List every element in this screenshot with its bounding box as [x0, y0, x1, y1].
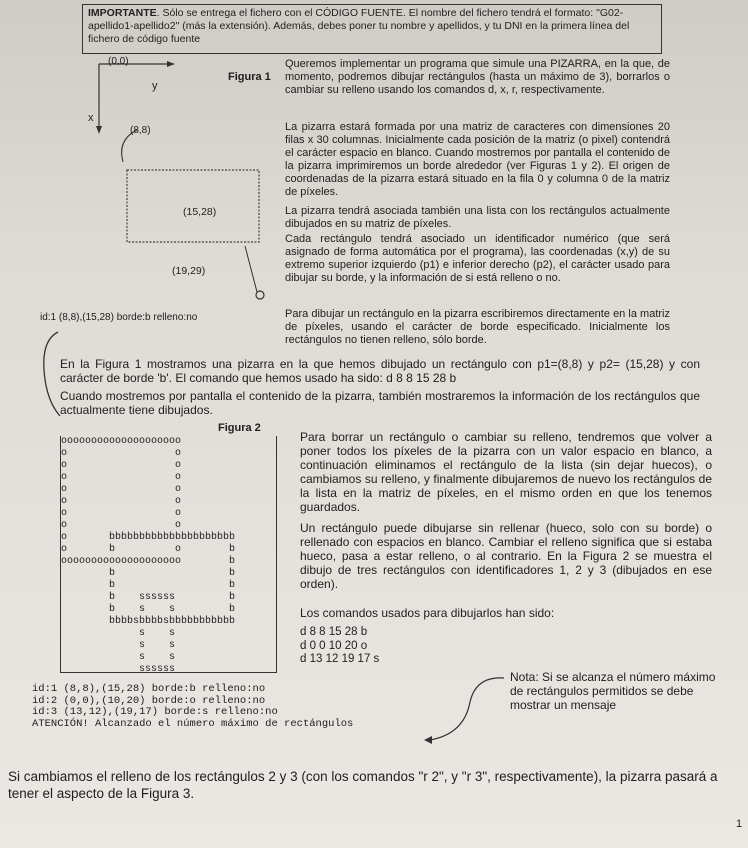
- axis-y-label: y: [152, 80, 158, 92]
- point-p1-label: (15,28): [183, 206, 217, 218]
- warning-line: ATENCIÓN! Alcanzado el número máximo de rectángulos: [32, 717, 354, 730]
- command-item: d 0 0 10 20 o: [300, 639, 368, 652]
- figure-2-board: [60, 436, 277, 673]
- important-label: IMPORTANTE: [88, 7, 157, 19]
- important-text: Sólo se entrega el fichero con el CÓDIGO FUENTE. El nombre del fichero tendrá el formato: "G02-apellido1-apellido2" (más la extensión). Además, debes poner tu nombre y apellidos, y tu DNI en la primera línea del fichero de código fuente: [88, 7, 630, 45]
- paragraph-draw: Para dibujar un rectángulo en la pizarra escribiremos directamente en la matriz de píxeles, usando el carácter de borde especificado. Inicialmente los rectángulos no tienen relleno, sólo borde.: [285, 308, 670, 346]
- figure-1-caption: id:1 (8,8),(15,28) borde:b relleno:no: [40, 312, 198, 323]
- rectangle-status-list: [32, 684, 353, 730]
- paragraph-figure-3: Si cambiamos el relleno de los rectángulos 2 y 3 (con los comandos "r 2", y "r 3", respectivamente), la pizarra pasará a tener el aspecto de la Figura 3.: [8, 769, 718, 801]
- status-line: id:2 (0,0),(10,20) borde:o relleno:no: [32, 694, 266, 707]
- status-line: id:3 (13,12),(19,17) borde:s relleno:no: [32, 706, 278, 718]
- command-item: d 8 8 15 28 b: [300, 626, 368, 638]
- command-list: [300, 626, 379, 667]
- paragraph-display: Cuando mostremos por pantalla el contenido de la pizarra, también mostraremos la información de los rectángulos que actualmente tiene dibujados.: [60, 389, 700, 417]
- bracket-curve: [38, 330, 62, 420]
- paragraph-list: La pizarra tendrá asociada también una lista con los rectángulos actualmente dibujados en su matriz de píxeles.: [285, 205, 670, 230]
- page-number: 1: [736, 818, 743, 830]
- axis-x-label: x: [88, 112, 94, 124]
- paragraph-figure-1: En la Figura 1 mostramos una pizarra en la que hemos dibujado un rectángulo con p1=(8,8) y p2= (15,28) y con carácter de borde 'b'. El comando que hemos usado ha sido: d 8 8 15 28 b: [60, 357, 700, 385]
- pointer-p2-line: [245, 246, 257, 292]
- board-pixels: oooooooooooooooooooo o o o o o o o o o o o o o o o bbbbbbbbbbbbbbbbbbbbb o b o b oooooooooooooooooooo b b b b b b ssssss b b s s b bbbbsbbbbsbbbbbbbbbbb s s s s s s ssssss: [61, 436, 236, 675]
- note-text: Nota: Si se alcanza el número máximo de rectángulos permitidos se debe mostrar un mensaje: [510, 670, 716, 712]
- paragraph-rectangle: Cada rectángulo tendrá asociado un identificador numérico (que será asignado de forma automática por el programa), las coordenadas (x,y) de su extremo superior izquierdo (p1) e inferior derecho (p2), el carácter usado para dibujar su borde, y la información de si está relleno o no.: [285, 233, 670, 284]
- important-box: IMPORTANTE. Sólo se entrega el fichero con el CÓDIGO FUENTE. El nombre del fichero tendrá el formato: "G02-apellido1-apellido2" (más la extensión). Además, debes poner tu nombre y apellidos, y tu DNI en la primera línea del fichero de código fuente: [82, 4, 662, 54]
- figure-1-title: Figura 1: [228, 71, 271, 83]
- point-origin-label: (8,8): [130, 125, 151, 136]
- axis-y-arrow: [167, 61, 175, 67]
- paragraph-commands: Los comandos usados para dibujarlos han sido:: [300, 606, 555, 620]
- paragraph-delete: Para borrar un rectángulo o cambiar su relleno, tendremos que volver a poner todos los píxeles de la pizarra con un valor espacio en blanco, a continuación eliminamos el rectángulo de la lista (sin dejar huecos), o cambiamos su relleno, y finalmente dibujaremos de nuevo los rectángulos de la lista en la matriz de píxeles, en el mismo orden en que los tenemos guardados.: [300, 430, 712, 514]
- status-line: id:1 (8,8),(15,28) borde:b relleno:no: [32, 683, 266, 695]
- origin-label: (0,0): [108, 56, 129, 67]
- paragraph-fill: Un rectángulo puede dibujarse sin rellenar (hueco, solo con su borde) o rellenado con espacios en blanco. Cambiar el relleno significa que si estaba hueco, pasa a estar relleno, o al contrario. En la Figura 2 se muestra el dibujo de tres rectángulos con identificadores 1, 2 y 3 (dibujados en ese orden).: [300, 521, 712, 591]
- point-p2-label: (19,29): [172, 265, 206, 277]
- figure-2-title: Figura 2: [218, 422, 261, 434]
- note-arrow: [418, 672, 508, 752]
- command-item: d 13 12 19 17 s: [300, 653, 380, 665]
- point-p2-marker: [256, 291, 264, 299]
- axis-x-arrow: [96, 126, 102, 134]
- paragraph-matrix: La pizarra estará formada por una matriz de caracteres con dimensiones 20 filas x 30 columnas. Inicialmente cada posición de la matriz (o pixel) contendrá el carácter espacio en blanco. Cuando mostremos por pantalla el contenido de la pizarra imprimiremos un borde alrededor (ver Figuras 1 y 2). El origen de coordenadas de la pizarra estará situado en la fila 0 y columna 0 de la matriz de píxeles.: [285, 121, 670, 198]
- paragraph-intro: Queremos implementar un programa que simule una PIZARRA, en la que, de momento, podremos dibujar rectángulos (hasta un máximo de 3), borrarlos o cambiar su relleno usando los comandos d, x, r, respectivamente.: [285, 58, 670, 96]
